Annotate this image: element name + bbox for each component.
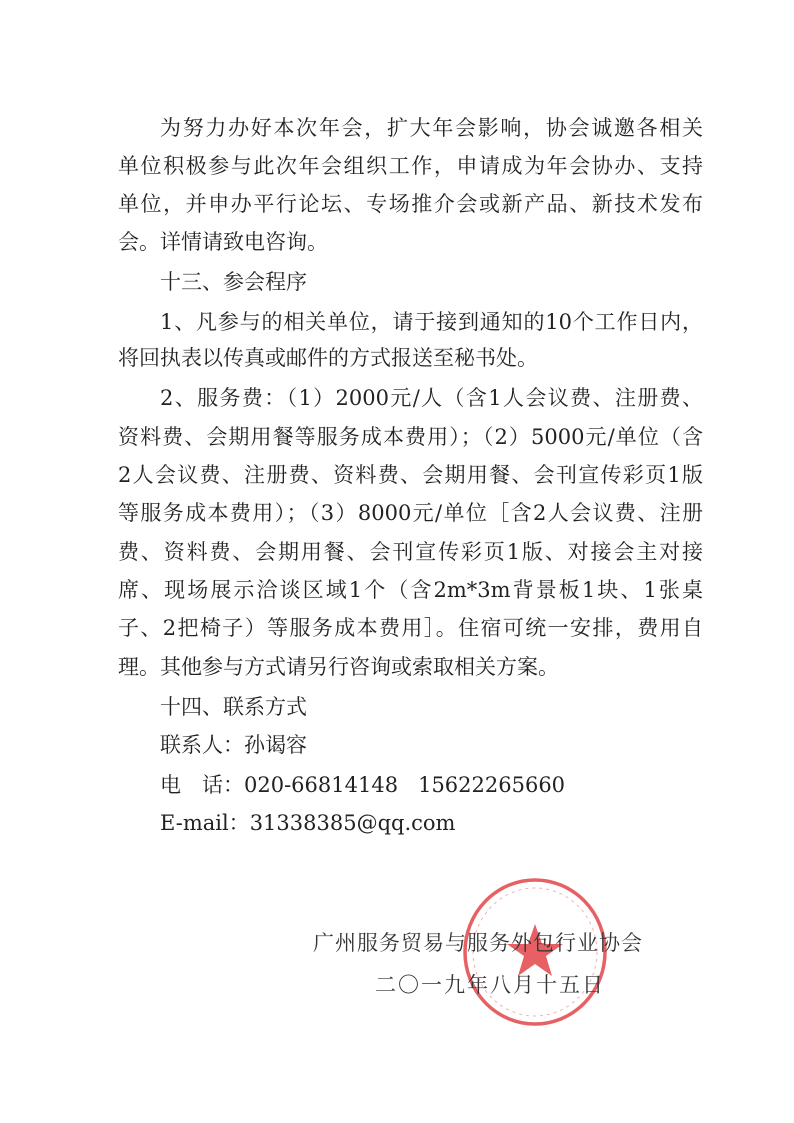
signature-date: 二〇一九年八月十五日 — [375, 973, 605, 997]
paragraph-line: 会。详情请致电咨询。 — [118, 230, 328, 254]
paragraph-line: 为努力办好本次年会，扩大年会影响，协会诚邀各相关 — [160, 116, 703, 140]
paragraph-line: 2、服务费：（1）2000元/人（含1人会议费、注册费、 — [160, 386, 703, 410]
paragraph-line: 等服务成本费用）；（3）8000元/单位［含2人会议费、注册 — [118, 501, 703, 525]
paragraph-line: 资料费、会期用餐等服务成本费用）；（2）5000元/单位（含 — [118, 425, 703, 449]
phone-1: 020-66814148 — [244, 773, 399, 797]
paragraph-line: 单位积极参与此次年会组织工作，申请成为年会协办、支持 — [118, 154, 703, 178]
email-address: 31338385@qq.com — [249, 811, 456, 835]
email-label: E-mail： — [160, 811, 250, 835]
phone-label: 电 话： — [160, 773, 244, 797]
paragraph-line: 子、2把椅子）等服务成本费用］。住宿可统一安排，费用自 — [118, 616, 703, 640]
paragraph-line: 单位，并申办平行论坛、专场推介会或新产品、新技术发布 — [118, 192, 703, 216]
paragraph-line: 席、现场展示洽谈区域1个（含2m*3m背景板1块、1张桌 — [118, 578, 703, 602]
paragraph-line: 2人会议费、注册费、资料费、会期用餐、会刊宣传彩页1版 — [118, 463, 703, 487]
signature-organization: 广州服务贸易与服务外包行业协会 — [313, 931, 643, 955]
contact-person — [160, 732, 703, 758]
paragraph-line: 1、凡参与的相关单位，请于接到通知的10个工作日内， — [160, 310, 703, 334]
contact-label: 联系人： — [160, 733, 244, 757]
paragraph-line: 理。其他参与方式请另行咨询或索取相关方案。 — [118, 655, 559, 679]
section-heading-13: 十三、参会程序 — [160, 270, 307, 294]
contact-email — [160, 810, 703, 836]
section-heading-14: 十四、联系方式 — [160, 695, 307, 719]
paragraph-line: 将回执表以传真或邮件的方式报送至秘书处。 — [118, 346, 538, 370]
contact-name: 孙谒容 — [244, 733, 307, 757]
phone-2: 15622265660 — [418, 773, 566, 797]
paragraph-line: 费、资料费、会期用餐、会刊宣传彩页1版、对接会主对接 — [118, 540, 703, 564]
contact-phone — [160, 772, 703, 798]
